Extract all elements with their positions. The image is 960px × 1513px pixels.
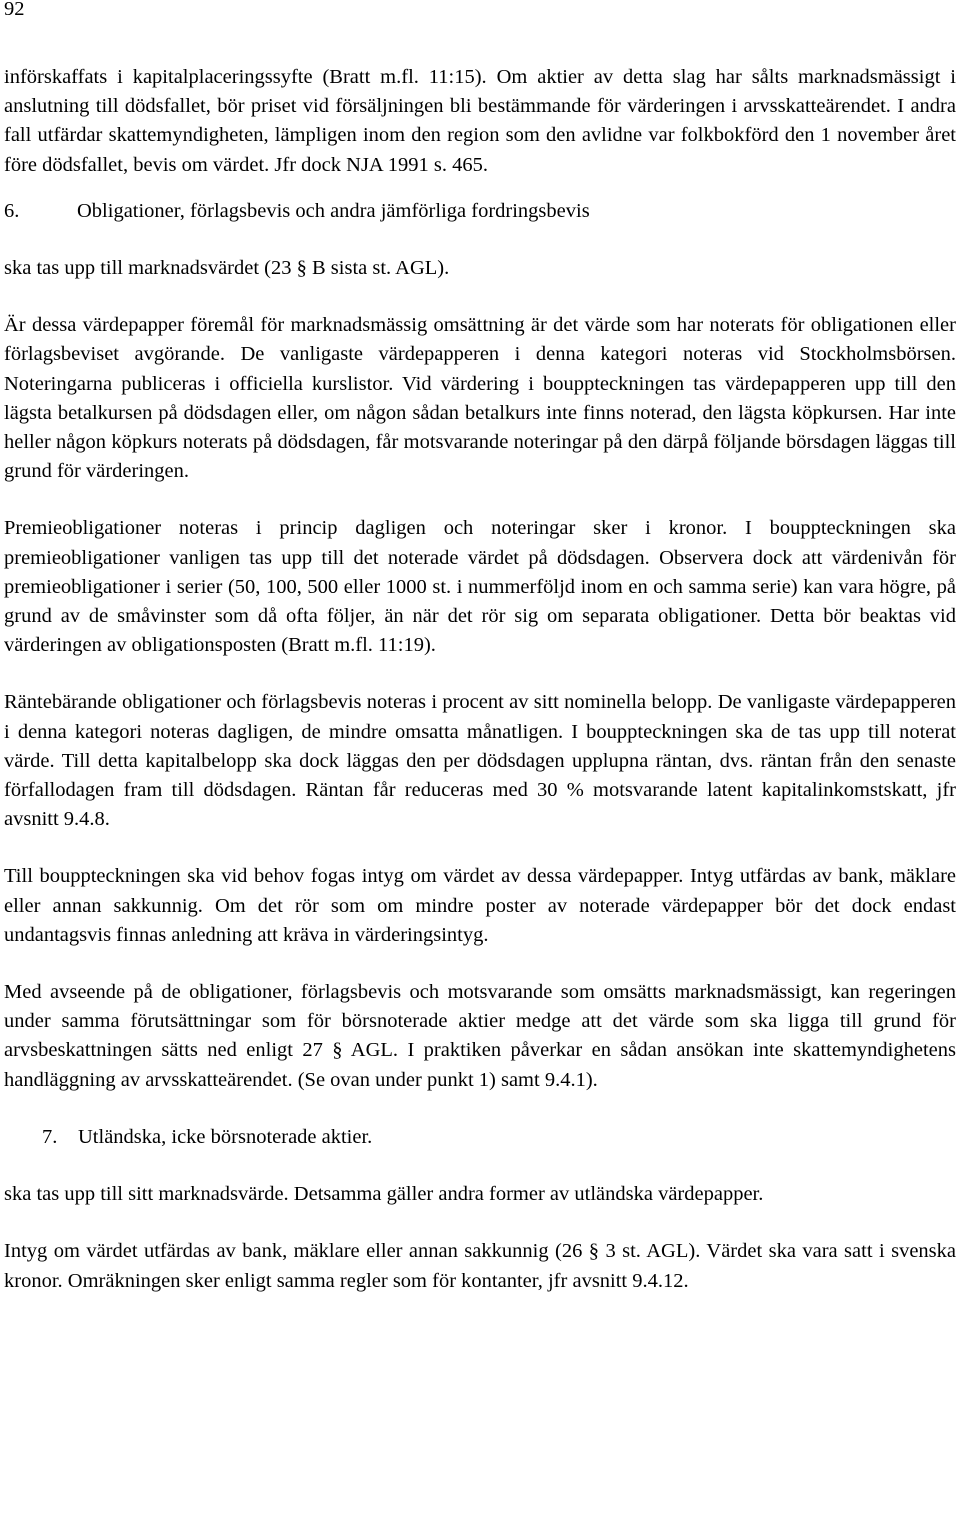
- paragraph-foreign-market-value: ska tas upp till sitt marknadsvärde. Detsamma gäller andra former av utländska värdepapper.: [4, 1183, 764, 1206]
- paragraph-intro: införskaffats i kapitalplaceringssyfte (Bratt m.fl. 11:15). Om aktier av detta slag har sålts marknadsmässigt i anslutning till dödsfallet, bör priset vid försäljningen bli bestämmande för värderingen i arvsskatteärendet. I andra fall utfärdar skattemyndigheten, lämpligen inom den region som den avlidne var folkbokförd den 1 november året före dödsfallet, bevis om värdet. Jfr dock NJA 1991 s. 465.: [4, 66, 956, 176]
- paragraph-premium-bonds: Premieobligationer noteras i princip dagligen och noteringar sker i kronor. I bouppteckningen ska premieobligationer vanligen tas upp till det noterade värdet på dödsdagen. Observera dock att värdenivån för premieobligationer i serier (50, 100, 500 eller 1000 st. i nummerföljd inom en och samma serie) kan vara högre, på grund av de småvinster som då ofta följer, än när det rör sig om separata obligationer. Detta bör beaktas vid värderingen av obligationsposten (Bratt m.fl. 11:19).: [4, 517, 956, 657]
- paragraph-market-value: ska tas upp till marknadsvärdet (23 § B sista st. AGL).: [4, 257, 450, 280]
- section-title: Utländska, icke börsnoterade aktier.: [78, 1125, 373, 1148]
- page-number: 92: [4, 0, 25, 20]
- section-number: 7.: [42, 1125, 58, 1148]
- paragraph-certificate: Till bouppteckningen ska vid behov fogas intyg om värdet av dessa värdepapper. Intyg utfärdas av bank, mäklare eller annan sakkunnig. Om det rör som om mindre poster av noterade värdepapper bör det dock endast undantagsvis finnas anledning att kräva in värderingsintyg.: [4, 865, 956, 946]
- paragraph-foreign-certificate: Intyg om värdet utfärdas av bank, mäklare eller annan sakkunnig (26 § 3 st. AGL). Värdet ska vara satt i svenska kronor. Omräkningen sker enligt samma regler som för kontanter, jfr avsnitt 9.4.12.: [4, 1240, 956, 1292]
- section-title: Obligationer, förlagsbevis och andra jämförliga fordringsbevis: [77, 199, 590, 222]
- paragraph-government-reduction: Med avseende på de obligationer, förlagsbevis och motsvarande som omsätts marknadsmässigt, kan regeringen under samma förutsättningar som för börsnoterade aktier medge att det värde som ska ligga till grund för arvsbeskattningen sätts ned enligt 27 § AGL. I praktiken påverkar en sådan ansökan inte skattemyndighetens handläggning av arvsskatteärendet. (Se ovan under punkt 1) samt 9.4.1).: [4, 981, 956, 1091]
- section-number: 6.: [4, 199, 20, 222]
- document-body: [4, 63, 956, 1296]
- paragraph-listed-securities: Är dessa värdepapper föremål för marknadsmässig omsättning är det värde som har noterats för obligationen eller förlagsbeviset avgörande. De vanligaste värdepapperen i denna kategori noteras vid Stockholmsbörsen. Noteringarna publiceras i officiella kurslistor. Vid värdering i bouppteckningen tas värdepapperen upp till den lägsta betalkursen på dödsdagen eller, om någon sådan betalkurs inte finns noterad, den lägsta köpkursen. Har inte heller någon köpkurs noterats på dödsdagen, får motsvarande noteringar på den därpå följande börsdagen läggas till grund för värderingen.: [4, 314, 956, 483]
- paragraph-interest-bonds: Räntebärande obligationer och förlagsbevis noteras i procent av sitt nominella belopp. De vanligaste värdepapperen i denna kategori noteras dagligen, de mindre omsatta månatligen. I bouppteckningen ska de tas upp till noterat värde. Till detta kapitalbelopp ska dock läggas den per dödsdagen upplupna räntan, dvs. räntan från den senaste förfallodagen fram till dödsdagen. Räntan får reduceras med 30 % motsvarande latent kapitalinkomstskatt, jfr avsnitt 9.4.8.: [4, 691, 956, 831]
- section-heading-6: [4, 197, 956, 226]
- section-heading-7: [4, 1123, 956, 1152]
